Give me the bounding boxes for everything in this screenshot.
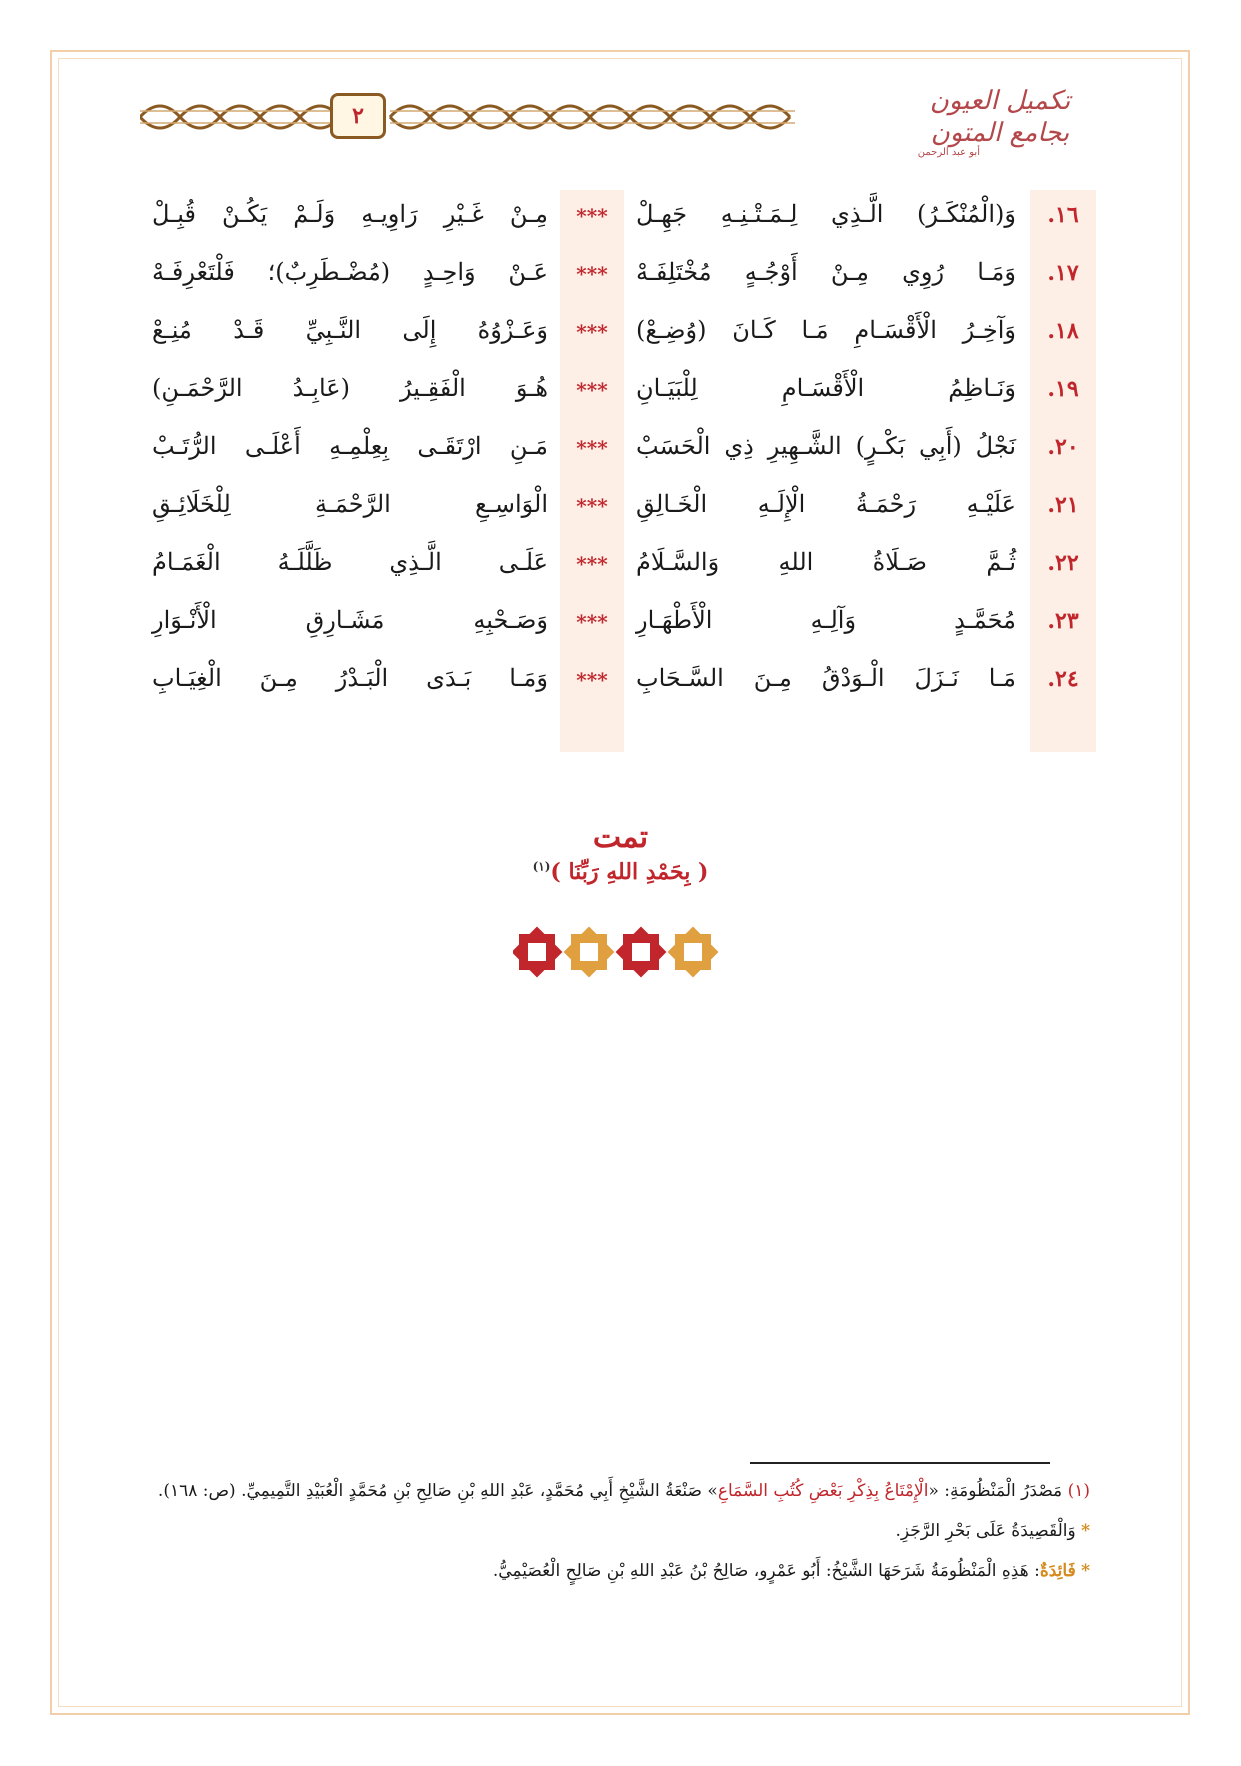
verse-second-hemistich: مَـنِ ارْتَقَـى بِعِلْمِـهِ أَعْلَـى الرُّتَـبْ	[152, 432, 548, 460]
star-ornament-icon	[668, 927, 719, 978]
verse-first-hemistich: مُحَمَّـدٍ وَآلِـهِ الْأَطْهَـارِ	[636, 606, 1016, 634]
poem-table	[148, 190, 1096, 752]
verse-first-hemistich: نَجْلُ (أَبِي بَكْـرٍ) الشَّـهِيرِ ذِي الْحَسَبْ	[636, 432, 1016, 460]
verse-separator: ***	[576, 668, 608, 692]
footnote-text: مَصْدَرُ الْمَنْظُومَةِ: «	[928, 1481, 1063, 1501]
verse-number: ٢٤.	[1047, 666, 1079, 692]
verse-number: ٢٣.	[1047, 608, 1079, 634]
star-ornament-icon	[616, 927, 667, 978]
verse-row	[148, 654, 1096, 712]
book-title-line2: بجامع المتون	[930, 118, 1070, 148]
verse-separator: ***	[576, 552, 608, 576]
verse-row	[148, 248, 1096, 306]
verse-separator: ***	[576, 610, 608, 634]
verse-second-hemistich: مِـنْ غَـيْرِ رَاوِيـهِ وَلَـمْ يَكُـنْ قُبِـلْ	[152, 200, 548, 228]
star-ornament-icon	[564, 927, 615, 978]
verse-second-hemistich: وَعَـزْوُهُ إِلَى النَّـبِيِّ قَـدْ مُنِـعْ	[152, 316, 548, 344]
verse-second-hemistich: هُـوَ الْفَقِـيرُ (عَابِـدُ الرَّحْمَـنِ)	[152, 374, 548, 402]
verse-first-hemistich: عَلَيْـهِ رَحْمَـةُ الْإِلَـهِ الْخَـالِقِ	[636, 490, 1016, 518]
note-label: فَائِدَةٌ	[1039, 1561, 1076, 1581]
verse-first-hemistich: مَـا نَـزَلَ الْـوَدْقُ مِـنَ السَّـحَابِ	[636, 664, 1016, 692]
note-text: : هَذِهِ الْمَنْظُومَةُ شَرَحَهَا الشَّيْخُ: أَبُو عَمْرٍو، صَالِحُ بْنُ عَبْدِ اللهِ بْنِ صَالِحٍ الْعُصَيْمِيُّ.	[492, 1561, 1040, 1581]
verse-separator: ***	[576, 320, 608, 344]
verse-separator: ***	[576, 204, 608, 228]
verse-separator: ***	[576, 262, 608, 286]
verse-second-hemistich: وَصَـحْبِهِ مَشَـارِقِ الْأَنْـوَارِ	[152, 606, 548, 634]
ending-section	[0, 820, 1241, 885]
verse-number: ٢٠.	[1047, 434, 1079, 460]
verse-row	[148, 480, 1096, 538]
page-header	[140, 85, 1100, 165]
closing-ornaments	[513, 926, 723, 978]
note-marker: *	[1081, 1521, 1090, 1541]
page-number: ٢	[330, 93, 386, 139]
verse-first-hemistich: ثُـمَّ صَـلَاةُ اللهِ وَالسَّـلَامُ	[636, 548, 1016, 576]
ending-subtitle	[0, 859, 1241, 885]
verse-first-hemistich: وَ(الْمُنْكَـرُ) الَّـذِي لِـمَـتْـنِـهِ جَهِـلْ	[636, 200, 1016, 228]
ending-subtitle-text: ( بِحَمْدِ اللهِ رَبِّنَا )	[550, 859, 709, 885]
footnote-marker: (١)	[532, 859, 551, 874]
verse-second-hemistich: الْوَاسِـعِ الرَّحْمَـةِ لِلْخَلَائِـقِ	[152, 490, 548, 518]
verse-number: ١٩.	[1047, 376, 1079, 402]
verse-row	[148, 364, 1096, 422]
braid-ornament	[140, 95, 795, 139]
footnote-number: (١)	[1067, 1481, 1090, 1501]
verse-first-hemistich: وَآخِـرُ الْأَقْسَـامِ مَـا كَـانَ (وُضِـعْ)	[636, 316, 1016, 344]
verse-number: ١٨.	[1047, 318, 1079, 344]
verse-separator: ***	[576, 436, 608, 460]
note-marker: *	[1081, 1561, 1090, 1581]
verse-first-hemistich: وَمَـا رُوِي مِـنْ أَوْجُـهٍ مُخْتَلِفَـهْ	[636, 258, 1016, 286]
star-ornament-icon	[513, 927, 562, 978]
verse-row	[148, 538, 1096, 596]
footnote-book-title: الْإِمْتَاعُ بِذِكْرِ بَعْضِ كُتُبِ السَّمَاعِ	[717, 1481, 929, 1501]
book-title-line1: تكميل العيون	[929, 86, 1071, 116]
verse-second-hemistich: عَـنْ وَاحِـدٍ (مُضْـطَرِبٌ)؛ فَلْتَعْرِفَـهْ	[152, 258, 548, 286]
footnote-1	[135, 1478, 1090, 1504]
verse-row	[148, 596, 1096, 654]
verse-row	[148, 422, 1096, 480]
note-text: وَالْقَصِيدَةُ عَلَى بَحْرِ الرَّجَزِ.	[895, 1521, 1076, 1541]
footnote-3	[135, 1558, 1090, 1584]
book-title	[900, 85, 1100, 149]
verse-row	[148, 306, 1096, 364]
footnotes	[135, 1478, 1090, 1598]
verse-second-hemistich: وَمَـا بَـدَى الْبَـدْرُ مِـنَ الْغِيَـابِ	[152, 664, 548, 692]
book-author: أبو عبد الرحمن	[917, 147, 980, 158]
verse-number: ٢١.	[1047, 492, 1079, 518]
footnote-2	[135, 1518, 1090, 1544]
verse-separator: ***	[576, 494, 608, 518]
verse-number: ١٧.	[1047, 260, 1079, 286]
verse-number: ١٦.	[1047, 202, 1079, 228]
verse-separator: ***	[576, 378, 608, 402]
verse-number: ٢٢.	[1047, 550, 1079, 576]
verse-second-hemistich: عَلَـى الَّـذِي ظَلَّلَـهُ الْغَمَـامُ	[152, 548, 548, 576]
ending-title: تمت	[592, 820, 649, 855]
verse-row	[148, 190, 1096, 248]
footnote-divider	[750, 1462, 1050, 1464]
verse-first-hemistich: وَنَـاظِمُ الْأَقْسَـامِ لِلْبَيَـانِ	[636, 374, 1016, 402]
footnote-text: » صَنْعَةُ الشَّيْخِ أَبِي مُحَمَّدٍ، عَبْدِ اللهِ بْنِ صَالِحِ بْنِ مُحَمَّدٍ الْعُبَيْدِ التَّمِيمِيِّ. (ص: ١٦٨).	[157, 1481, 718, 1501]
